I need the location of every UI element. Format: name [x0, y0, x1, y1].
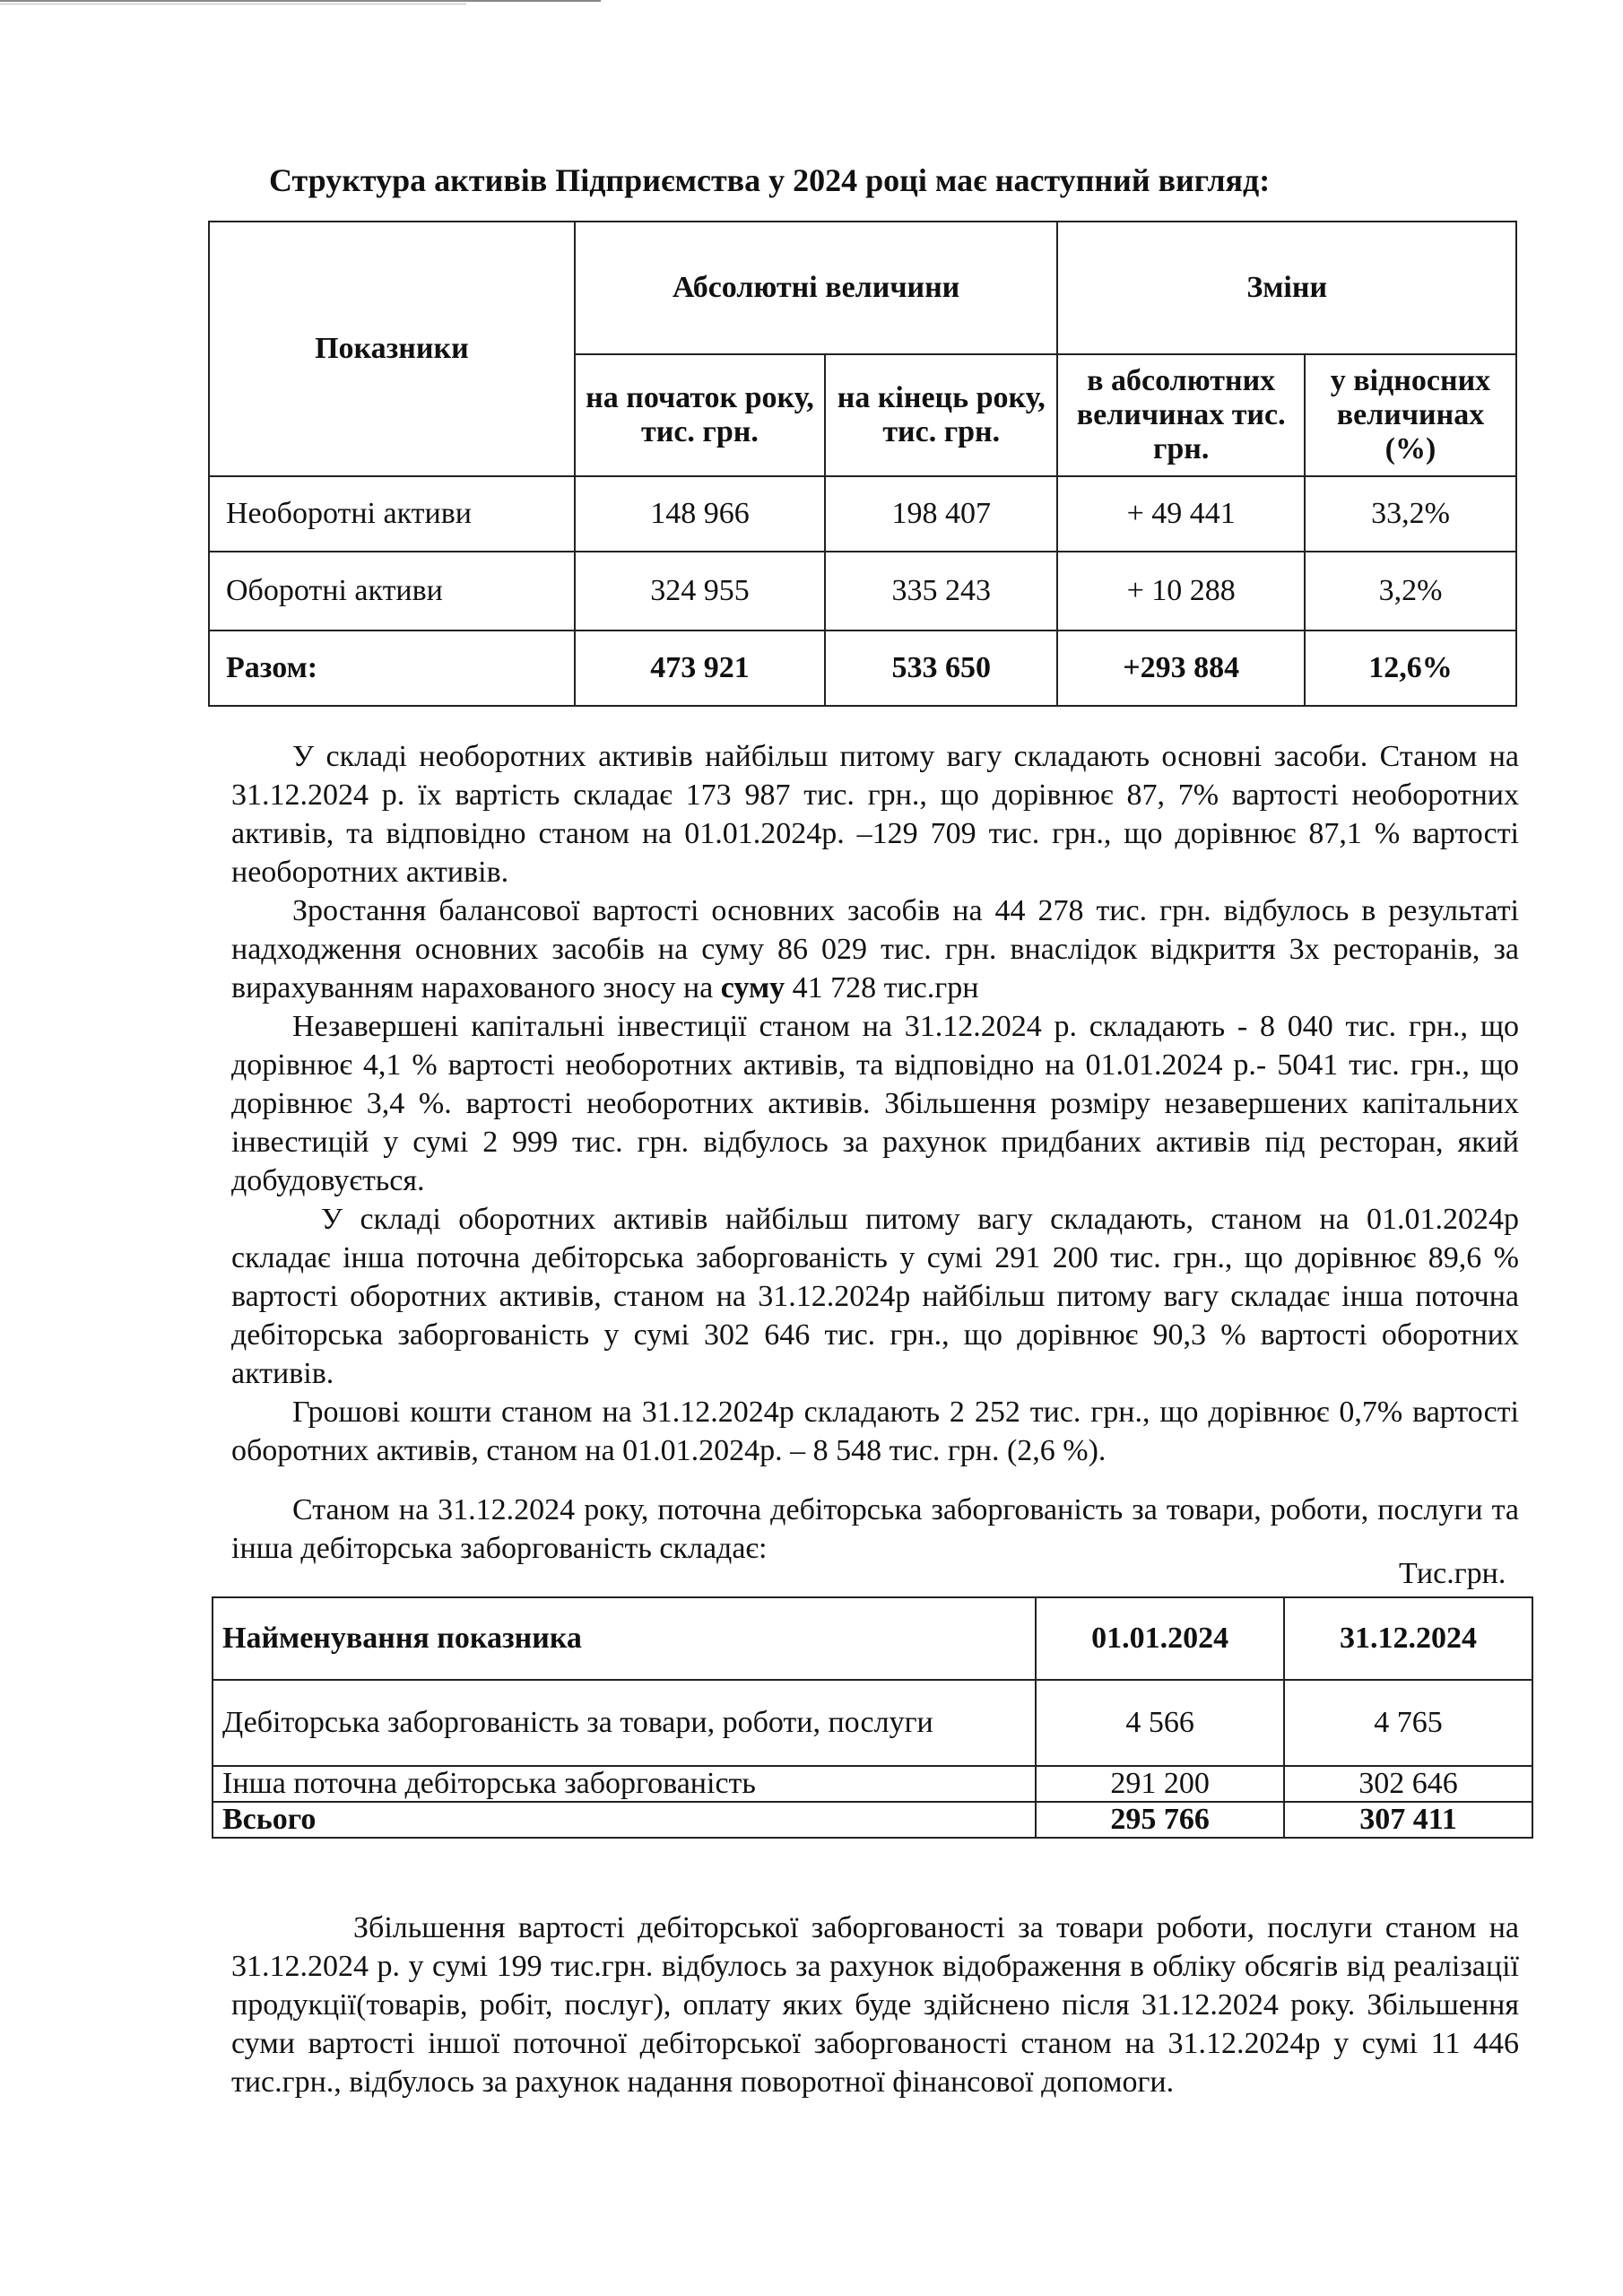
cell-date-end: 307 411: [1284, 1802, 1532, 1838]
paragraph-fixed-assets: У складі необоротних активів найбільш питому вагу складають основні засоби. Станом на 31.12.2024 р. їх вартість складає 173 987 тис. грн., що дорівнює 87, 7% вартості необоротних активів, та відповідно станом на 01.01.2024р. –129 709 тис. грн., що дорівнює 87,1 % вартості необоротних активів.: [231, 740, 1519, 889]
receivables-intro: [231, 1491, 1519, 1568]
header-indicators: Показники: [209, 222, 575, 476]
row-label: Разом:: [209, 631, 575, 706]
cell-rel-change: 12,6%: [1305, 631, 1516, 706]
header-end-of-year: на кінець року, тис. грн.: [825, 354, 1057, 476]
header-changes: Зміни: [1057, 222, 1516, 354]
assets-structure-table: [208, 221, 1517, 707]
paragraph-fixed-assets-growth: [231, 891, 1519, 1007]
cell-end: 533 650: [825, 631, 1057, 706]
cell-end: 335 243: [825, 552, 1057, 631]
cell-abs-change: +293 884: [1057, 631, 1305, 706]
header-date-end: 31.12.2024: [1284, 1597, 1532, 1680]
cell-abs-change: + 10 288: [1057, 552, 1305, 631]
cell-end: 198 407: [825, 476, 1057, 552]
receivables-table: [212, 1596, 1533, 1839]
table-row: [209, 552, 1516, 631]
row-label: Оборотні активи: [209, 552, 575, 631]
cell-date-end: 4 765: [1284, 1680, 1532, 1766]
body-text-block: [231, 737, 1519, 1470]
header-date-start: 01.01.2024: [1036, 1597, 1284, 1680]
header-indicator-name: Найменування показника: [213, 1597, 1036, 1680]
scan-edge-line: [0, 0, 601, 2]
table-row: [213, 1766, 1532, 1802]
cell-date-start: 4 566: [1036, 1680, 1284, 1766]
row-label: Всього: [213, 1802, 1036, 1838]
paragraph-cash: Грошові кошти станом на 31.12.2024р складають 2 252 тис. грн., що дорівнює 0,7% вартості оборотних активів, станом на 01.01.2024р. – 8 548 тис. грн. (2,6 %).: [231, 1396, 1519, 1467]
cell-rel-change: 3,2%: [1305, 552, 1516, 631]
header-relative-change: у відносних величинах (%): [1305, 354, 1516, 476]
paragraph-current-assets: У складі оборотних активів найбільш питому вагу складають, станом на 01.01.2024р складає інша поточна дебіторська заборгованість у сумі 291 200 тис. грн., що дорівнює 89,6 % вартості оборотних активів, станом на 31.12.2024р найбільш питому вагу складає інша поточна дебіторська заборгованість у сумі 302 646 тис. грн., що дорівнює 90,3 % вартості оборотних активів.: [231, 1203, 1519, 1390]
receivables-explanation: [231, 1909, 1519, 2101]
header-absolute-values: Абсолютні величини: [575, 222, 1058, 354]
cell-date-start: 291 200: [1036, 1766, 1284, 1802]
cell-date-end: 302 646: [1284, 1766, 1532, 1802]
cell-start: 324 955: [575, 552, 825, 631]
cell-rel-change: 33,2%: [1305, 476, 1516, 552]
cell-date-start: 295 766: [1036, 1802, 1284, 1838]
row-label: Дебіторська заборгованість за товари, роботи, послуги: [213, 1680, 1036, 1766]
cell-abs-change: + 49 441: [1057, 476, 1305, 552]
table-row-total: [209, 631, 1516, 706]
header-start-of-year: на початок року, тис. грн.: [575, 354, 825, 476]
paragraph-text: Зростання балансової вартості основних засобів на 44 278 тис. грн. відбулось в результаті надходження основних засобів на суму 86 029 тис. грн. внаслідок відкриття 3х ресторанів, за вирахуванням нарахованого зносу на: [231, 894, 1519, 1004]
page-heading: Структура активів Підприємства у 2024 році має наступний вигляд:: [269, 162, 1271, 198]
table-row: [209, 476, 1516, 552]
table-row-total: [213, 1802, 1532, 1838]
paragraph-text: 41 728 тис.грн: [785, 971, 979, 1004]
units-label: Тис.грн.: [1399, 1557, 1506, 1590]
table-row: [213, 1680, 1532, 1766]
row-label: Необоротні активи: [209, 476, 575, 552]
header-absolute-change: в абсолютних величинах тис. грн.: [1057, 354, 1305, 476]
paragraph-bold-text: суму: [720, 971, 785, 1004]
row-label: Інша поточна дебіторська заборгованість: [213, 1766, 1036, 1802]
paragraph-receivables-intro: Станом на 31.12.2024 року, поточна дебіторська заборгованість за товари, роботи, послуги та інша дебіторська заборгованість складає:: [231, 1493, 1519, 1565]
paragraph-capital-investments: Незавершені капітальні інвестиції станом на 31.12.2024 р. складають - 8 040 тис. грн., що дорівнює 4,1 % вартості необоротних активів, та відповідно на 01.01.2024 р.- 5041 тис. грн., що дорівнює 3,4 %. вартості необоротних активів. Збільшення розміру незавершених капітальних інвестицій у сумі 2 999 тис. грн. відбулось за рахунок придбаних активів під ресторан, який добудовується.: [231, 1010, 1519, 1197]
cell-start: 473 921: [575, 631, 825, 706]
cell-start: 148 966: [575, 476, 825, 552]
paragraph-receivables-growth: Збільшення вартості дебіторської заборгованості за товари роботи, послуги станом на 31.12.2024 р. у сумі 199 тис.грн. відбулось за рахунок відображення в обліку обсягів від реалізації продукції(товарів, робіт, послуг), оплату яких буде здійснено після 31.12.2024 року. Збільшення суми вартості іншої поточної дебіторської заборгованості станом на 31.12.2024р у сумі 11 446 тис.грн., відбулось за рахунок надання поворотної фінансової допомоги.: [231, 1911, 1519, 2099]
